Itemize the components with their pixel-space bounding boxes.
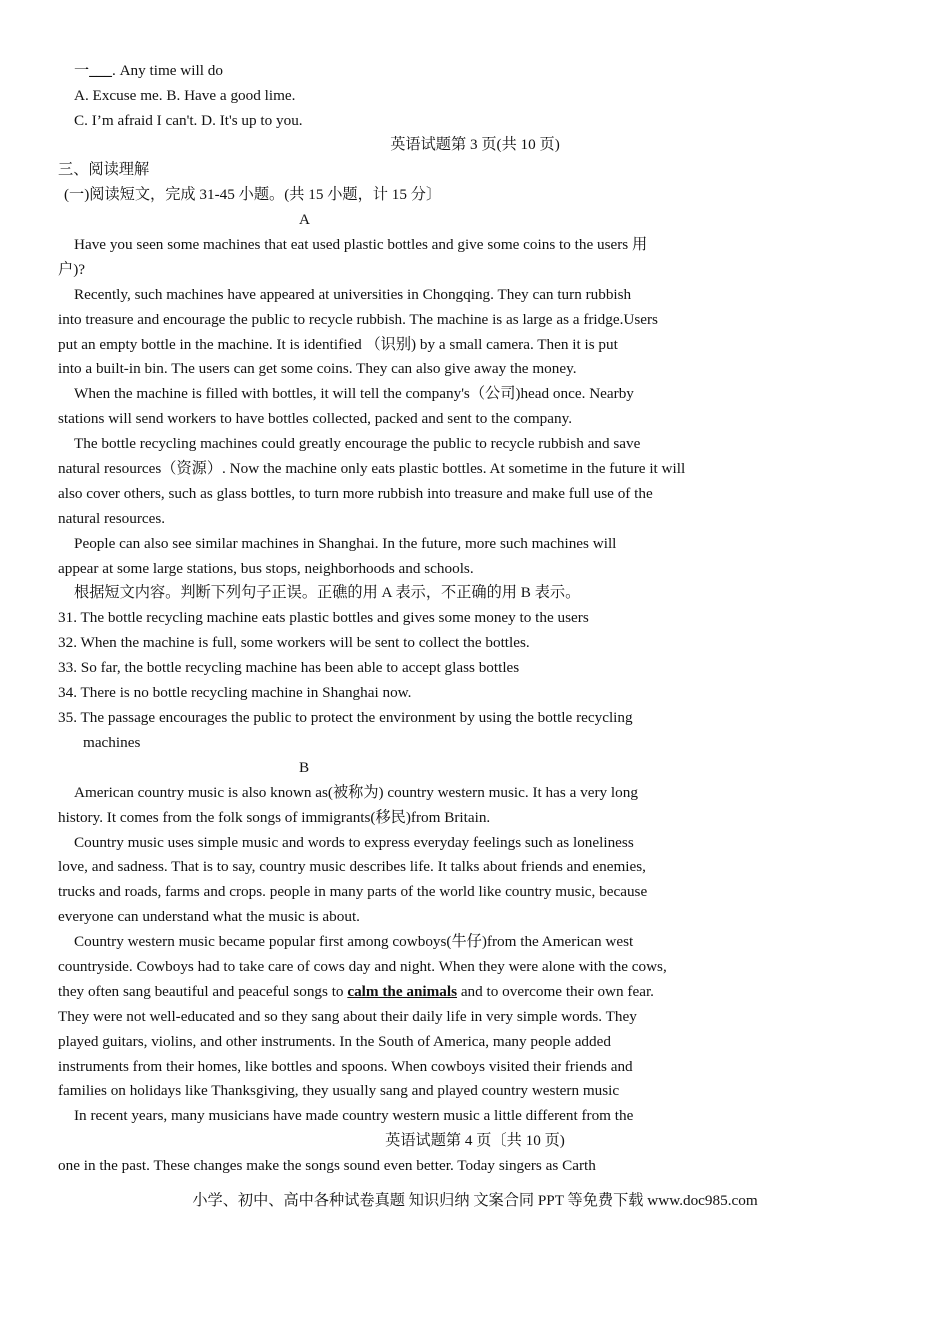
question-34: 34. There is no bottle recycling machine in Shanghai now. — [58, 684, 412, 701]
passage-a-line: natural resources（资源）. Now the machine only eats plastic bottles. At sometime in the future it will — [58, 460, 686, 477]
q30-options-cd: C. I’m afraid I can't. D. It's up to you. — [74, 112, 303, 129]
passage-b-line: everyone can understand what the music is about. — [58, 908, 360, 925]
passage-b-line: instruments from their homes, like bottles and spoons. When cowboys visited their friends and — [58, 1058, 633, 1075]
passage-a-label: A — [299, 211, 310, 228]
q30-options-ab: A. Excuse me. B. Have a good lime. — [74, 87, 296, 104]
passage-a-line: also cover others, such as glass bottles, to turn more rubbish into treasure and make full use of the — [58, 485, 653, 502]
passage-b-line: history. It comes from the folk songs of immigrants(移民)from Britain. — [58, 809, 491, 826]
passage-a-instruction: 根据短文内容。判断下列句子正误。正礁的用 A 表示，不正确的用 B 表示。 — [74, 584, 581, 601]
passage-b-label: B — [299, 759, 310, 776]
passage-b-line: They were not well-educated and so they sang about their daily life in very simple words. They — [58, 1008, 637, 1025]
passage-a-line: Have you seen some machines that eat used plastic bottles and give some coins to the users 用 — [74, 236, 648, 253]
passage-a-line: When the machine is filled with bottles, it will tell the company's（公司)head once. Nearby — [74, 385, 634, 402]
q30-stem-text: . Any time will do — [111, 62, 223, 79]
q30-stem — [74, 61, 223, 81]
highlight-phrase: calm the animals — [347, 983, 458, 1000]
question-35: 35. The passage encourages the public to protect the environment by using the bottle recycling — [58, 709, 633, 726]
highlight-post: and to overcome their own fear. — [457, 983, 654, 1000]
question-32: 32. When the machine is full, some workers will be sent to collect the bottles. — [58, 634, 530, 651]
passage-b-line: Country music uses simple music and words to express everyday feelings such as loneliness — [74, 834, 634, 851]
passage-b-line: love, and sadness. That is to say, country music describes life. It talks about friends and enemies, — [58, 858, 646, 875]
passage-b-line: American country music is also known as(被称为) country western music. It has a very long — [74, 784, 638, 801]
passage-b-line: In recent years, many musicians have made country western music a little different from the — [74, 1107, 634, 1124]
passage-b-line: trucks and roads, farms and crops. people in many parts of the world like country music, because — [58, 883, 648, 900]
passage-a-line: into a built-in bin. The users can get some coins. They can also give away the money. — [58, 360, 577, 377]
passage-b-highlight-line — [58, 982, 654, 1002]
highlight-pre: they often sang beautiful and peaceful songs to — [58, 983, 348, 1000]
passage-b-line: families on holidays like Thanksgiving, they usually sang and played country western music — [58, 1082, 620, 1099]
page-footer-3: 英语试题第 3 页(共 10 页) — [390, 136, 560, 153]
q30-blank: ___ — [89, 62, 112, 79]
q30-dash: 一 — [74, 62, 90, 79]
passage-b-line: played guitars, violins, and other instruments. In the South of America, many people added — [58, 1033, 611, 1050]
passage-a-line: The bottle recycling machines could greatly encourage the public to recycle rubbish and save — [74, 435, 641, 452]
question-35-cont: machines — [83, 734, 141, 751]
question-33: 33. So far, the bottle recycling machine has been able to accept glass bottles — [58, 659, 520, 676]
passage-b-line: Country western music became popular first among cowboys(牛仔)from the American west — [74, 933, 634, 950]
passage-a-line: 户)? — [58, 261, 85, 278]
passage-a-line: appear at some large stations, bus stops, neighborhoods and schools. — [58, 560, 474, 577]
passage-a-line: People can also see similar machines in Shanghai. In the future, more such machines will — [74, 535, 617, 552]
passage-b-last-line: one in the past. These changes make the songs sound even better. Today singers as Carth — [58, 1157, 596, 1174]
passage-a-line: into treasure and encourage the public to recycle rubbish. The machine is as large as a fridge.Users — [58, 311, 658, 328]
passage-a-line: Recently, such machines have appeared at universities in Chongqing. They can turn rubbish — [74, 286, 632, 303]
passage-a-line: put an empty bottle in the machine. It is identified （识别) by a small camera. Then it is put — [58, 336, 618, 353]
passage-a-line: natural resources. — [58, 510, 166, 527]
question-31: 31. The bottle recycling machine eats plastic bottles and gives some money to the users — [58, 609, 589, 626]
subsection-title: (一)阅读短文，完成 31-45 小题。(共 15 小题，计 15 分〕 — [64, 186, 442, 203]
passage-b-line: countryside. Cowboys had to take care of cows day and night. When they were alone with the cows, — [58, 958, 667, 975]
passage-a-line: stations will send workers to have bottles collected, packed and sent to the company. — [58, 410, 572, 427]
page-footer-4: 英语试题第 4 页〔共 10 页) — [385, 1132, 565, 1149]
section-title: 三、阅读理解 — [58, 161, 150, 178]
site-footer: 小学、初中、高中各种试卷真题 知识归纳 文案合同 PPT 等免费下载 www.doc985.com — [192, 1192, 758, 1209]
